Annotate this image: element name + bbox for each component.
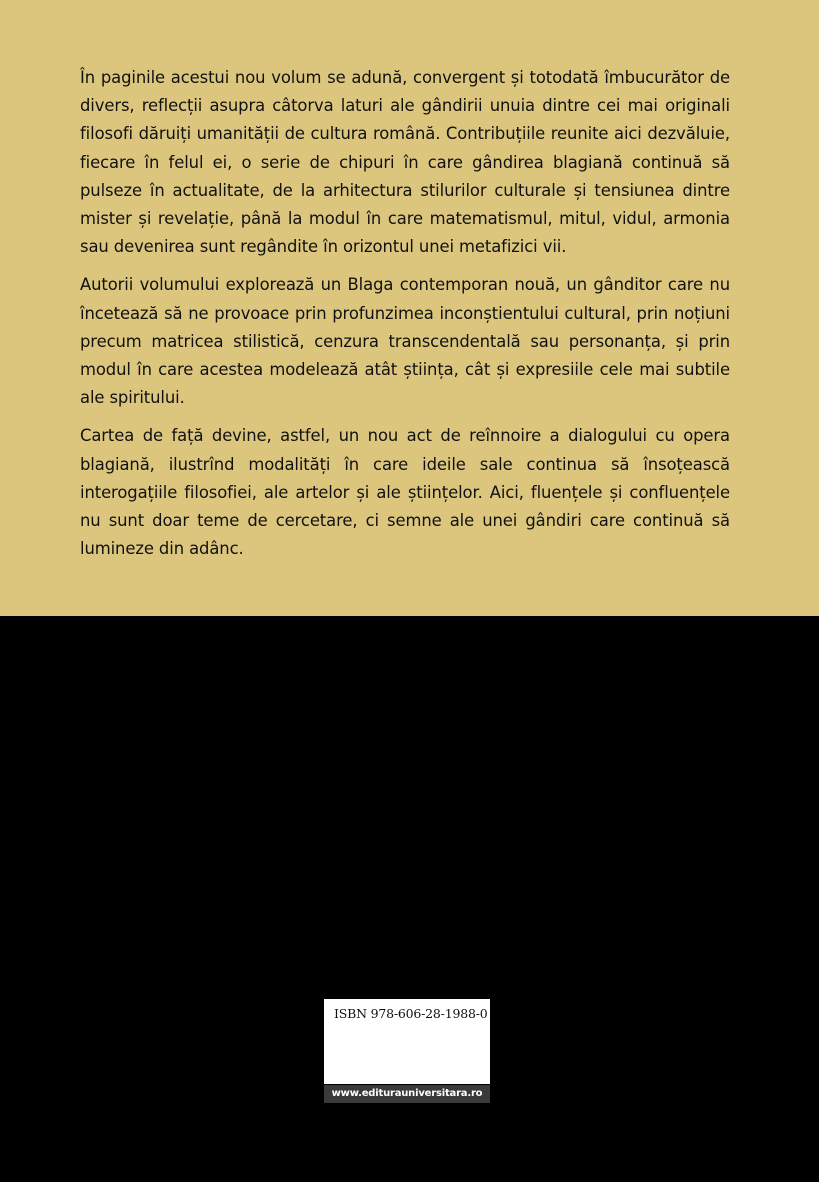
isbn-barcode-box [324, 999, 490, 1084]
back-cover-blurb [80, 64, 730, 573]
blurb-paragraph-3: Cartea de față devine, astfel, un nou act de reînnoire a dialogului cu opera blagiană, ilustrînd modalități în care ideile sale continua să însoțească interogațiile filosofiei, ale artelor și ale științelor. Aici, fluențele și confluențele nu sunt doar teme de cercetare, ci semne ale unei gândiri care continuă să lumineze din adânc. [80, 426, 730, 559]
blurb-paragraph-2: Autorii volumului explorează un Blaga contemporan nouă, un gânditor care nu încetează să ne provoace prin profunzimea inconștientului cultural, prin noțiuni precum matricea stilistică, cenzura transcendentală sau personanța, și prin modul în care acestea modelează atât știința, cât și expresiile cele mai subtile ale spiritului. [80, 275, 730, 408]
publisher-website: www.editurauniversitara.ro [324, 1085, 490, 1103]
blurb-paragraph-1: În paginile acestui nou volum se adună, convergent și totodată îmbucurător de divers, reflecții asupra câtorva laturi ale gândirii unuia dintre cei mai originali filosofi dăruiți umanității de cultura română. Contribuțiile reunite aici dezvăluie, fiecare în felul ei, o serie de chipuri în care gândirea blagiană continuă să pulseze în actualitate, de la arhitectura stilurilor culturale și tensiunea dintre mister și revelație, până la modul în care matematismul, mitul, vidul, armonia sau devenirea sunt regândite în orizontul unei metafizici vii. [80, 68, 730, 257]
isbn-number: ISBN 978-606-28-1988-0 [334, 1006, 488, 1021]
